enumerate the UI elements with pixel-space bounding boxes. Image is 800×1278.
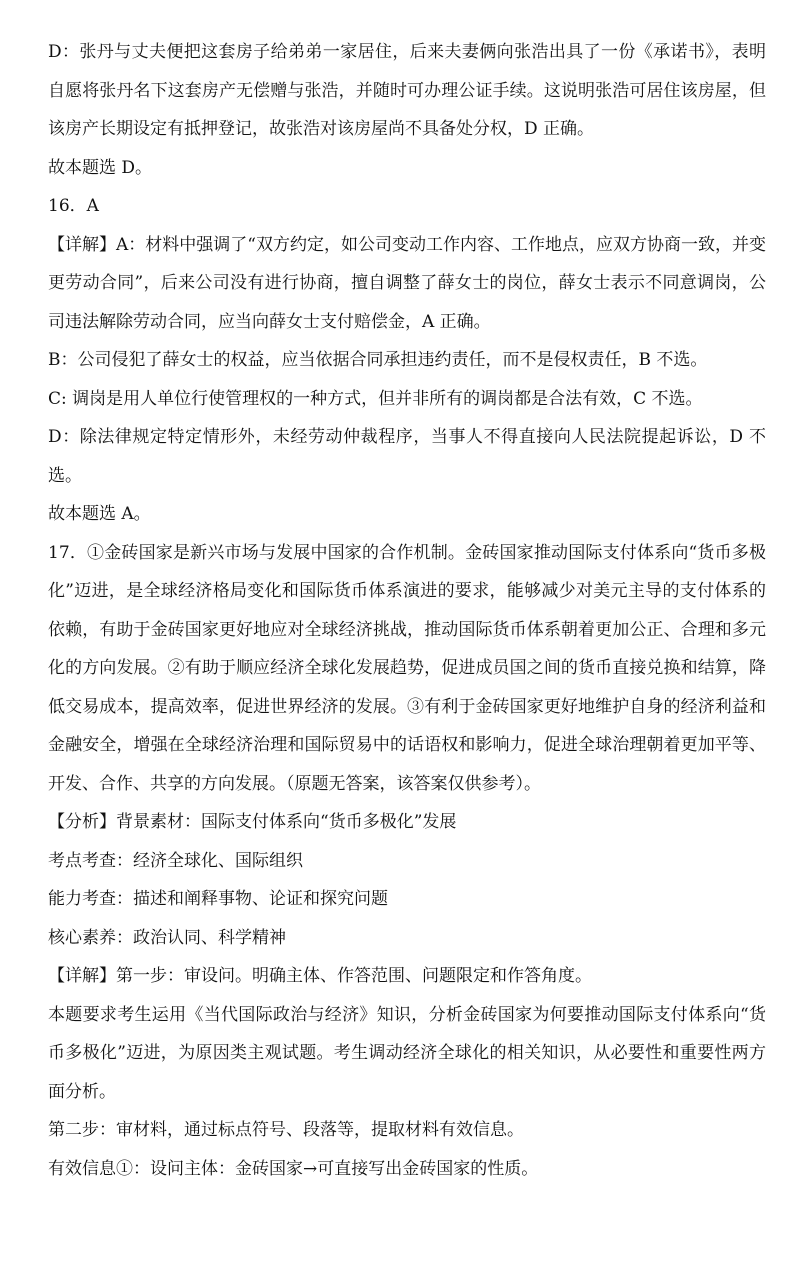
paragraph-17-requirement: 本题要求考生运用《当代国际政治与经济》知识，分析金砖国家为何要推动国际支付体系向“货币多极化”迈进，为原因类主观试题。考生调动经济全球化的相关知识，从必要性和重要性两方面分析。 bbox=[48, 1004, 766, 1102]
paragraph-17-knowledge-points: 考点考查：经济全球化、国际组织 bbox=[48, 850, 303, 871]
paragraph-answer-d: 故本题选 D。 bbox=[48, 157, 153, 178]
paragraph-17-core-literacy: 核心素养：政治认同、科学精神 bbox=[48, 927, 286, 948]
paragraph-17-ability: 能力考查：描述和阐释事物、论证和探究问题 bbox=[48, 889, 388, 909]
paragraph-17-step-one: 【详解】第一步：审设问。明确主体、作答范围、问题限定和作答角度。 bbox=[48, 966, 592, 986]
paragraph-16-detail-a: 【详解】A：材料中强调了“双方约定，如公司变动工作内容、工作地点，应双方协商一致，并变更劳动合同”，后来公司没有进行协商，擅自调整了薛女士的岗位，薛女士表示不同意调岗，公司违法解除劳动合同，应当向薛女士支付赔偿金，A 正确。 bbox=[48, 234, 766, 332]
paragraph-16-option-d: D：除法律规定特定情形外，未经劳动仲裁程序，当事人不得直接向人民法院提起诉讼，D 不选。 bbox=[48, 427, 766, 486]
paragraph-16-option-b: B：公司侵犯了薛女士的权益，应当依据合同承担违约责任，而不是侵权责任，B 不选。 bbox=[48, 350, 708, 370]
paragraph-17-analysis: 【分析】背景素材：国际支付体系向“货币多极化”发展 bbox=[48, 812, 457, 832]
paragraph-answer-a: 故本题选 A。 bbox=[48, 504, 151, 524]
paragraph-17-step-two: 第二步：审材料，通过标点符号、段落等，提取材料有效信息。 bbox=[48, 1120, 524, 1140]
question-17-answer: 17．①金砖国家是新兴市场与发展中国家的合作机制。金砖国家推动国际支付体系向“货币多极化”迈进，是全球经济格局变化和国际货币体系演进的要求，能够减少对美元主导的支付体系的依赖，有助于金砖国家更好地应对全球经济挑战，推动国际货币体系朝着更加公正、合理和多元化的方向发展。②有助于顺应经济全球化发展趋势，促进成员国之间的货币直接兑换和结算，降低交易成本，提高效率，促进世界经济的发展。③有利于金砖国家更好地维护自身的经济利益和金融安全，增强在全球经济治理和国际贸易中的话语权和影响力，促进全球治理朝着更加平等、开发、合作、共享的方向发展。（原题无答案，该答案仅供参考）。 bbox=[48, 542, 766, 794]
question-16-answer: 16．A bbox=[48, 196, 99, 216]
paragraph-16-option-c: C: 调岗是用人单位行使管理权的一种方式，但并非所有的调岗都是合法有效，C 不选。 bbox=[48, 388, 703, 409]
paragraph-option-d-house: D：张丹与丈夫便把这套房子给弟弟一家居住，后来夫妻俩向张浩出具了一份《承诺书》，表明自愿将张丹名下这套房产无偿赠与张浩，并随时可办理公证手续。这说明张浩可居住该房屋，但该房产长期设定有抵押登记，故张浩对该房屋尚不具备处分权，D 正确。 bbox=[48, 42, 766, 139]
paragraph-17-effective-info: 有效信息①：设问主体：金砖国家→可直接写出金砖国家的性质。 bbox=[48, 1158, 539, 1179]
